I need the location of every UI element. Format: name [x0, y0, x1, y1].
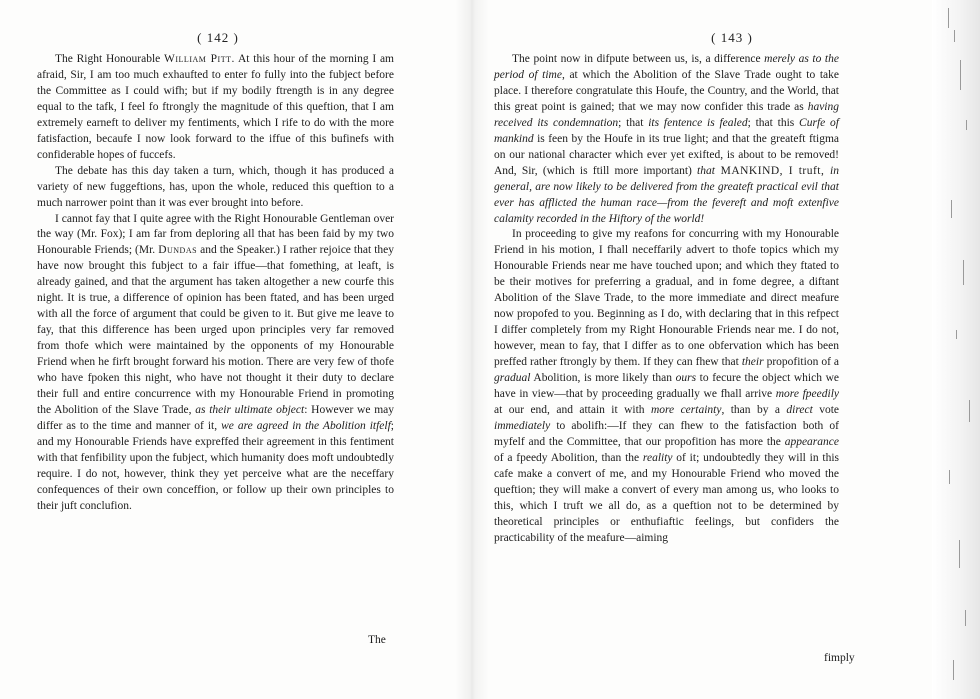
- paragraph: [494, 227, 839, 546]
- right-catchword: fimply: [824, 652, 855, 664]
- edge-tick: [966, 120, 967, 130]
- paragraph: [494, 52, 839, 227]
- small-caps-run: Dundas: [158, 244, 198, 257]
- italic-run: more certainty: [650, 403, 722, 416]
- edge-tick: [951, 200, 952, 218]
- text-run: to abolifh:—If they can fhew to the fatisfaction both of myfelf and the Committee, that our propofition has more the: [494, 419, 839, 448]
- text-run: In proceeding to give my reafons for concurring with my Honourable Friend in his motion, I fhall neceffarily advert to thofe topics which my Honourable Friends near me have touched upon; and which they ftated to be their motives for preferring a gradual, and in fome degree, a diftant Abolition of the Slave Trade, to the more immediate and direct meafure now propofed to you. Beginning as I do, with declaring that in this refpect I differ completely from my Right Honourable Friends near me. I do not, however, mean to fay, that I differ as to one obfervation which has been preffed rather ftrongly by them. If they can fhew that: [494, 228, 839, 369]
- text-run: , than by a: [721, 403, 787, 416]
- edge-tick: [953, 660, 954, 680]
- text-run: at our end, and attain it with: [494, 403, 651, 416]
- italic-run: its fentence is fealed: [648, 116, 748, 129]
- italic-run: Curfe of mankind: [494, 116, 839, 145]
- text-run: ; that: [618, 116, 649, 129]
- edge-tick: [959, 540, 960, 568]
- text-run: ; and my Honourable Friends have expreffed their agreement in this fentiment with that fenfibility upon the fubject, which humanity does moft undoubtedly require. I do not, however, think they yet perceive what are the neceffary confequences of their own conceffion, or follow up their own principles to their juft conclufion.: [37, 419, 394, 512]
- italic-run: their: [741, 356, 764, 369]
- text-run: is feen by the Houfe in its true light; and that the greateft ftigma on our national character which ever yet exifted, is about to be removed! And, Sir, (which is ftill more important): [494, 132, 839, 177]
- left-page-number: ( 142 ): [197, 30, 239, 45]
- italic-run: ours: [675, 372, 697, 385]
- text-run: The point now in difpute between us, is, a difference: [512, 53, 765, 65]
- italic-run: having received its condemnation: [494, 100, 839, 129]
- book-gutter: [455, 0, 489, 699]
- text-run: and the Speaker.) I rather rejoice that they have now brought this fubject to a fair iffue—that fomething, at leaft, is already gained, and that the argument has taken altogether a new courfe this night. It is true, a difference of opinion has been ftated, and has been urged with all the force of argument that could be given to it. But give me leave to fay, that this difference has been urged upon principles very far removed from thofe which were maintained by the opponents of my Honourable Friend when he firft brought forward his motion. There are very few of thofe who have fpoken this night, who have not thought it their duty to declare their full and entire concurrence with my Honourable Friend in promoting the Abolition of the Slave Trade,: [37, 244, 394, 416]
- italic-run: reality: [642, 451, 673, 464]
- text-run: of a fpeedy Abolition, than the: [494, 451, 643, 464]
- left-page-text: [37, 52, 394, 515]
- text-run: propofition of a: [763, 356, 839, 369]
- edge-tick: [969, 400, 970, 422]
- italic-run: gradual: [494, 372, 531, 385]
- paragraph: [37, 52, 394, 164]
- italic-run: merely as to the period of time: [494, 53, 839, 81]
- edge-tick: [956, 330, 957, 339]
- edge-tick: [963, 260, 964, 285]
- paragraph: [37, 212, 394, 515]
- italic-run: immediately: [494, 419, 551, 432]
- edge-tick: [954, 30, 955, 42]
- text-run: vote: [812, 403, 839, 416]
- page-edges: [932, 0, 980, 699]
- small-caps-run: William Pitt.: [164, 53, 235, 65]
- edge-tick: [948, 8, 949, 28]
- italic-run: direct: [786, 403, 813, 416]
- text-run: : However we may differ as to the time and manner of it,: [37, 403, 394, 432]
- italic-run: more fpeedily: [775, 388, 839, 401]
- text-run: to fecure the object which we have in view—that by proceeding gradually we fhall arrive: [494, 372, 839, 401]
- left-catchword: The: [368, 634, 386, 646]
- right-page-text: [494, 52, 839, 547]
- edge-tick: [960, 60, 961, 90]
- italic-run: that: [697, 164, 715, 177]
- italic-run: we are agreed in the Abolition itfelf: [221, 419, 391, 432]
- italic-run: as their ultimate object: [195, 403, 305, 416]
- edge-tick: [949, 470, 950, 484]
- text-run: of it; undoubtedly they will in this cafe make a convert of me, and my Honourable Friend who moved the queftion; they will make a convert of every man among us, who looks to this, which I truft we all do, as a queftion not to be determined by theoretical principles or enthufiaftic feelings, but confiders the practicability of the meafure—aiming: [494, 451, 839, 544]
- left-page: [0, 0, 455, 699]
- italic-run: appearance: [784, 435, 839, 448]
- right-page-number: ( 143 ): [711, 30, 753, 45]
- text-run: The debate has this day taken a turn, which, though it has produced a variety of new fuggeftions, has, upon the whole, reduced this queftion to a much narrower point than it was ever brought into before.: [37, 164, 394, 209]
- italic-run: in general, are now likely to be delivered from the greateft practical evil that ever has afflicted the human race—from the fevereft and moft extenfive calamity recorded in the Hiftory of the world!: [494, 164, 839, 225]
- text-run: At this hour of the morning I am afraid, Sir, I am too much exhaufted to enter fo fully into the fubject before the Committee as I could wifh; but if my bodily ftrength is in any degree equal to the tafk, I feel fo ftrongly the magnitude of this queftion, that I am extremely earneft to deliver my fentiments, which I rife to do with the more fatisfaction, becaufe I now look forward to the iffue of this bufinefs with confiderable hopes of fuccefs.: [37, 53, 395, 161]
- text-run: Abolition, is more likely than: [530, 372, 676, 385]
- text-run: ; that this: [747, 116, 800, 129]
- right-page: [489, 0, 934, 699]
- text-run: MANKIND, I truft,: [714, 164, 831, 177]
- text-run: , at which the Abolition of the Slave Trade ought to take place. I therefore congratulate this Houfe, the Country, and the World, that this great point is gained; that we may now confider this trade as: [494, 68, 839, 113]
- paragraph: [37, 164, 394, 212]
- text-run: The Right Honourable: [55, 53, 165, 65]
- text-run: I cannot fay that I quite agree with the Right Honourable Gentleman over the way (Mr. Fox); I am far from deploring all that has been faid by my two Honourable Friends; (Mr.: [37, 212, 394, 257]
- edge-tick: [965, 610, 966, 626]
